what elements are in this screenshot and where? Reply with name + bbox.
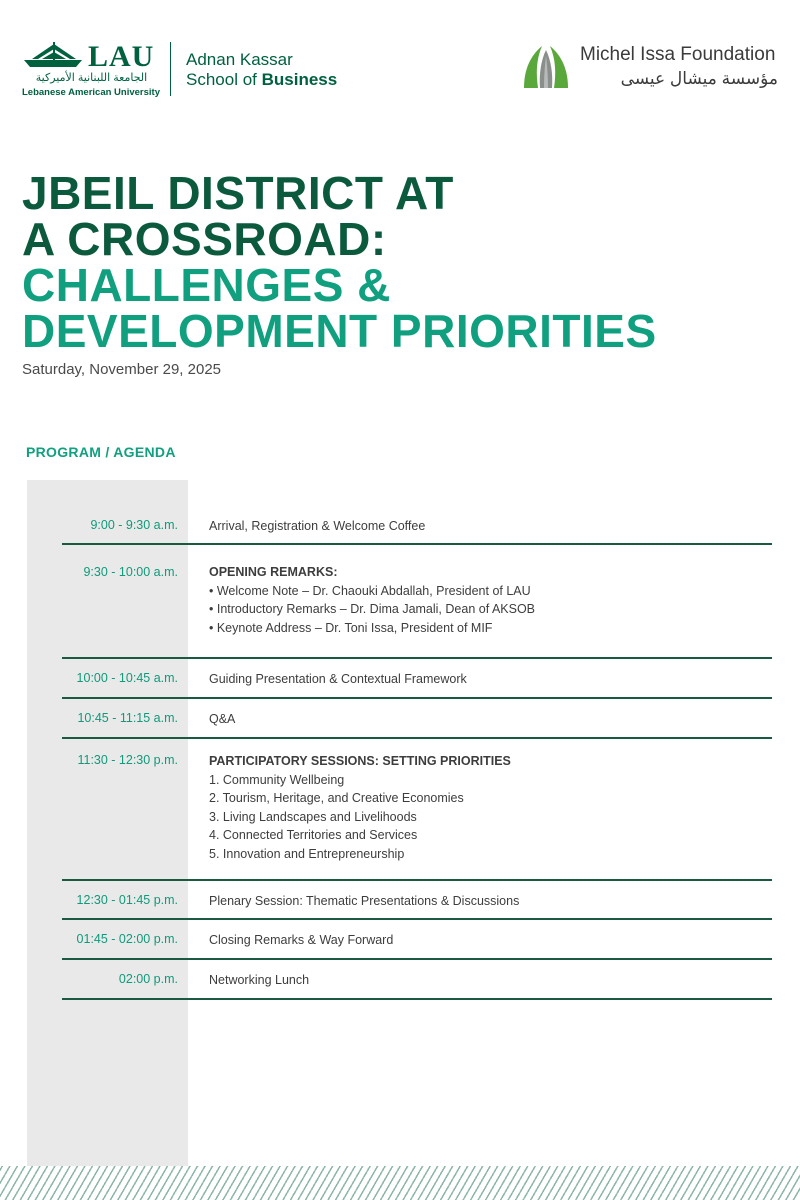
agenda-line: 3. Living Landscapes and Livelihoods <box>209 809 417 824</box>
agenda-line: 4. Connected Territories and Services <box>209 828 418 842</box>
agenda-line: Closing Remarks & Way Forward <box>209 933 394 947</box>
mif-name: Michel Issa Foundation <box>580 44 776 65</box>
cedar-ship-icon <box>22 40 86 70</box>
agenda-time: 9:30 - 10:00 a.m. <box>83 565 178 579</box>
agenda-row <box>62 699 772 739</box>
agenda-row <box>62 960 772 1000</box>
agenda-row <box>62 545 772 659</box>
agenda-row <box>62 739 772 881</box>
agenda-description <box>209 752 511 863</box>
agenda-line: • Keynote Address – Dr. Toni Issa, President of MIF <box>209 620 493 635</box>
program-label: PROGRAM / AGENDA <box>26 444 176 460</box>
school-line-2 <box>186 70 337 90</box>
agenda-time: 02:00 p.m. <box>118 972 178 986</box>
agenda-time: 9:00 - 9:30 a.m. <box>90 518 178 532</box>
title-line-2: A CROSSROAD: <box>22 213 387 265</box>
agenda-line: 5. Innovation and Entrepreneurship <box>209 846 405 861</box>
event-date: Saturday, November 29, 2025 <box>22 361 222 378</box>
page-header <box>22 38 778 108</box>
school-name <box>186 50 337 90</box>
agenda-line: Arrival, Registration & Welcome Coffee <box>209 519 426 533</box>
lau-wordmark: LAU <box>88 40 155 73</box>
agenda-line: Plenary Session: Thematic Presentations & Discussions <box>209 894 520 908</box>
agenda-row <box>62 881 772 920</box>
school-line-2-regular: School of <box>186 70 262 89</box>
mif-logo <box>520 40 778 98</box>
lau-arabic-name: الجامعة اللبنانية الأميركية <box>35 72 148 84</box>
agenda-row <box>62 920 772 960</box>
agenda-description <box>209 670 467 689</box>
agenda-line: • Welcome Note – Dr. Chaouki Abdallah, President of LAU <box>209 583 531 598</box>
agenda-row <box>62 659 772 699</box>
page-title <box>22 167 657 357</box>
agenda-time: 01:45 - 02:00 p.m. <box>76 932 178 946</box>
agenda-line: • Introductory Remarks – Dr. Dima Jamali, Dean of AKSOB <box>209 602 536 616</box>
agenda-line: Networking Lunch <box>209 973 310 987</box>
agenda-line: Guiding Presentation & Contextual Framework <box>209 672 467 686</box>
title-line-1: JBEIL DISTRICT AT <box>22 167 454 219</box>
agenda-time: 10:00 - 10:45 a.m. <box>76 671 178 685</box>
lau-logo <box>22 40 172 98</box>
agenda-line: Q&A <box>209 712 236 726</box>
hatch-footer-pattern <box>0 1166 800 1200</box>
header-divider <box>170 42 171 96</box>
agenda-time: 11:30 - 12:30 p.m. <box>77 753 178 767</box>
agenda-description <box>209 710 235 729</box>
school-line-1: Adnan Kassar <box>186 50 293 69</box>
lau-english-name: Lebanese American University <box>22 87 160 98</box>
agenda-description <box>209 931 393 950</box>
agenda-description <box>209 563 535 637</box>
mif-leaf-icon <box>520 40 572 92</box>
agenda-description <box>209 971 309 990</box>
agenda-time: 10:45 - 11:15 a.m. <box>77 711 178 725</box>
agenda-list <box>62 480 772 1000</box>
school-line-2-bold: Business <box>261 70 338 89</box>
agenda-time: 12:30 - 01:45 p.m. <box>76 893 178 907</box>
title-line-3: CHALLENGES & <box>22 259 391 311</box>
agenda-description <box>209 517 425 536</box>
agenda-heading: PARTICIPATORY SESSIONS: SETTING PRIORITIES <box>209 754 511 768</box>
agenda-heading: OPENING REMARKS: <box>209 565 338 579</box>
title-line-4: DEVELOPMENT PRIORITIES <box>22 305 657 357</box>
mif-arabic-name: مؤسسة ميشال عيسى <box>620 69 778 88</box>
agenda-line: 1. Community Wellbeing <box>209 772 345 787</box>
agenda-row <box>62 480 772 545</box>
agenda-description <box>209 892 519 911</box>
agenda-line: 2. Tourism, Heritage, and Creative Economies <box>209 791 464 805</box>
